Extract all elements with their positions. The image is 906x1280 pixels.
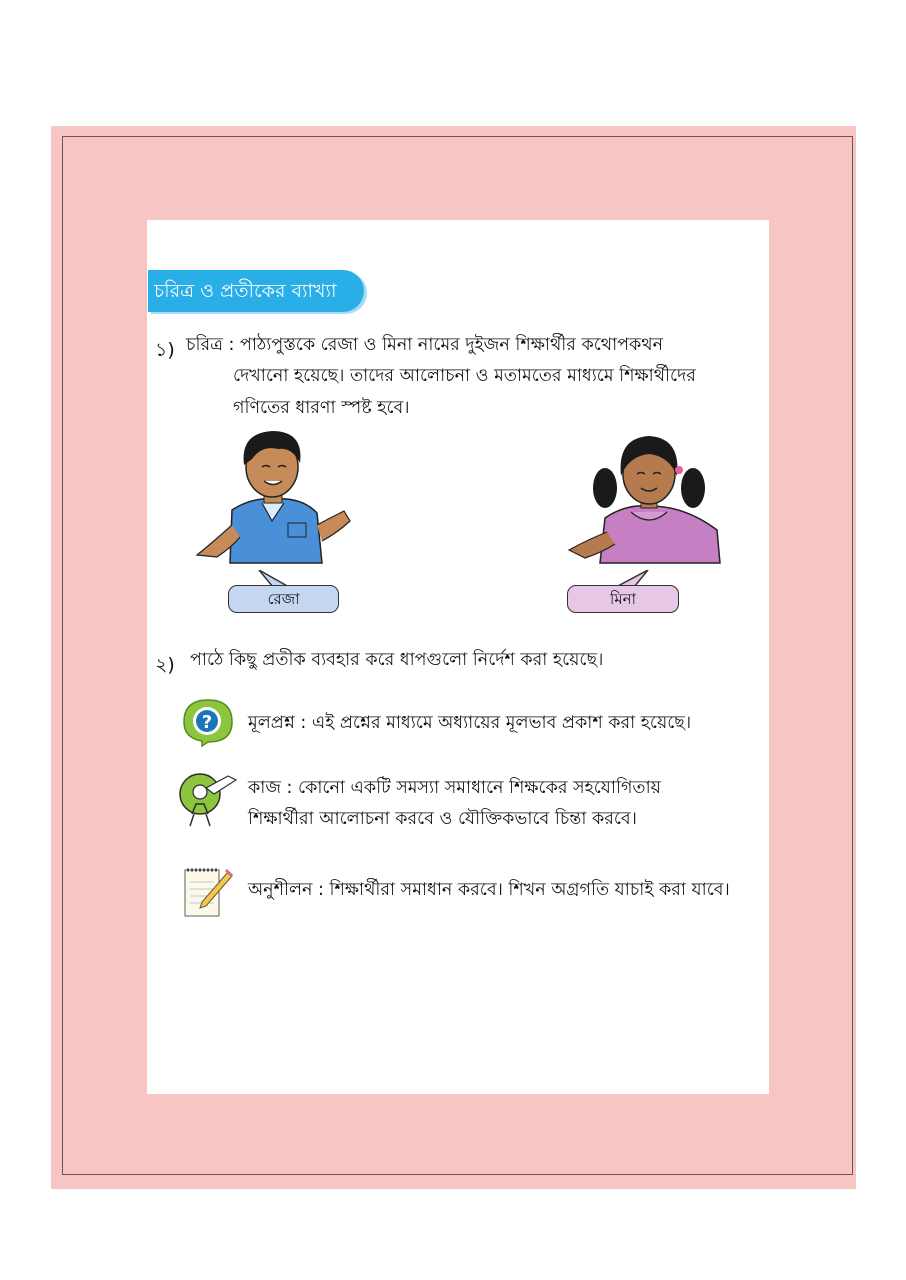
mina-name-label: মিনা	[567, 585, 679, 613]
notepad-pencil-icon	[182, 864, 234, 920]
item2-text: পাঠে কিছু প্রতীক ব্যবহার করে ধাপগুলো নির্দেশ করা হয়েছে।	[190, 650, 604, 670]
item-number-1: ১)	[155, 339, 175, 361]
item1-line3: গণিতের ধারণা স্পষ্ট হবে।	[233, 398, 410, 418]
question-symbol-text: মূলপ্রশ্ন : এই প্রশ্নের মাধ্যমে অধ্যায়ের মূলভাব প্রকাশ করা হয়েছে।	[248, 713, 692, 733]
item1-line1: চরিত্র : পাঠ্যপুস্তকে রেজা ও মিনা নামের দুইজন শিক্ষার্থীর কথোপকথন	[186, 335, 664, 355]
question-bubble-icon	[178, 696, 238, 748]
practice-symbol-text: অনুশীলন : শিক্ষার্থীরা সমাধান করবে। শিখন অগ্রগতি যাচাই করা যাবে।	[248, 880, 730, 900]
item-number-2: ২)	[155, 654, 175, 676]
svg-text:?: ?	[201, 712, 213, 733]
task-symbol-line1: কাজ : কোনো একটি সমস্যা সমাধানে শিক্ষকের সহযোগিতায়	[248, 778, 661, 798]
section-heading: চরিত্র ও প্রতীকের ব্যাখ্যা	[148, 270, 364, 312]
reza-illustration	[192, 425, 357, 565]
item1-line2: দেখানো হয়েছে। তাদের আলোচনা ও মতামতের মাধ্যমে শিক্ষার্থীদের	[233, 366, 696, 386]
task-symbol-line2: শিক্ষার্থীরা আলোচনা করবে ও যৌক্তিকভাবে চিন্তা করবে।	[248, 809, 637, 829]
pointing-teacher-icon	[176, 770, 242, 830]
mina-illustration	[565, 430, 725, 565]
reza-name-label: রেজা	[228, 585, 339, 613]
